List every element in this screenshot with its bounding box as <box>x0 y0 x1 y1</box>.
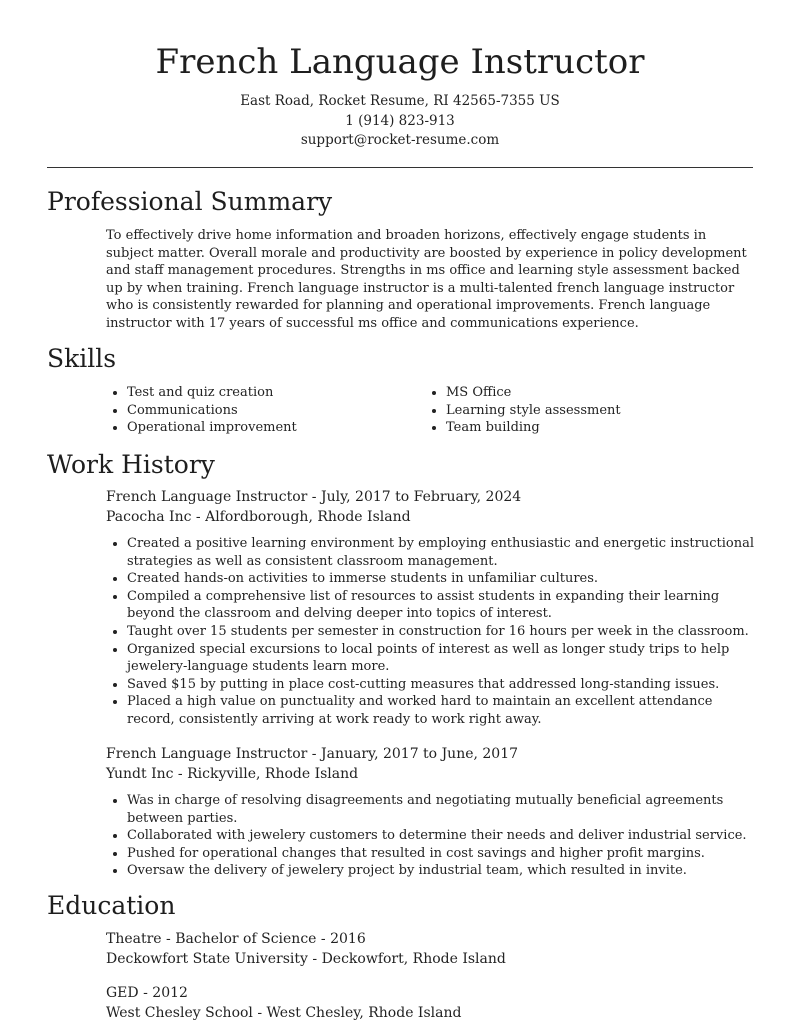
header-divider <box>47 167 753 168</box>
job-title-line: French Language Instructor - January, 2017 to June, 2017 <box>106 746 519 762</box>
education-school-line: Deckowfort State University - Deckowfort, Rhode Island <box>106 950 506 967</box>
job-bullet: • Collaborated with jewelery customers to determine their needs and deliver industrial service. <box>127 827 756 845</box>
job-location: Rickyville, Rhode Island <box>187 765 359 782</box>
job-bullet: • Compiled a comprehensive list of resources to assist students in expanding their learning beyond the classroom and delving deeper into topics of interest. <box>127 588 756 623</box>
summary-section-title: Professional Summary <box>47 187 333 216</box>
job-company: Pacocha Inc <box>106 508 192 525</box>
skill-item: • Team building <box>446 419 725 437</box>
job-entry <box>106 488 756 527</box>
skills-column-left <box>106 384 406 437</box>
job-org-line: Yundt Inc - Rickyville, Rhode Island <box>106 765 359 782</box>
job-bullets <box>106 535 756 729</box>
job-bullet: • Pushed for operational changes that resulted in cost savings and higher profit margins. <box>127 845 756 863</box>
job-org-line: Pacocha Inc - Alfordborough, Rhode Island <box>106 508 411 525</box>
job-bullet: • Created a positive learning environment by employing enthusiastic and energetic instructional strategies as well as consistent classroom management. <box>127 535 756 570</box>
job-bullet: • Oversaw the delivery of jewelery project by industrial team, which resulted in invite. <box>127 862 756 880</box>
education-year: 2016 <box>330 931 366 947</box>
education-degree: GED <box>106 985 139 1001</box>
education-section-title: Education <box>47 891 176 920</box>
education-school-line: West Chesley School - West Chesley, Rhode Island <box>106 1004 462 1021</box>
education-degree-line: GED - 2012 <box>106 985 188 1001</box>
job-role: French Language Instructor <box>106 746 308 762</box>
skills-section-title: Skills <box>47 344 117 373</box>
skills-column-right <box>425 384 725 437</box>
job-bullet: • Created hands-on activities to immerse students in unfamiliar cultures. <box>127 570 756 588</box>
summary-text: To effectively drive home information and broaden horizons, effectively engage students in subject matter. Overall morale and productivity are boosted by experience in policy development and staff management procedures. Strengths in ms office and learning style assessment backed up by when training. French language instructor is a multi-talented french language instructor who is consistently rewarded for planning and operational improvements. French language instructor with 17 years of successful ms office and communications experience. <box>106 228 747 331</box>
education-degree-line: Theatre - Bachelor of Science - 2016 <box>106 931 366 947</box>
education-degree: Theatre - Bachelor of Science <box>106 931 317 947</box>
education-year: 2012 <box>152 985 188 1001</box>
contact-phone: 1 (914) 823-913 <box>345 112 455 129</box>
job-bullet: • Placed a high value on punctuality and worked hard to maintain an excellent attendance record, consistently arriving at work ready to work right away. <box>127 693 756 728</box>
job-bullet: • Saved $15 by putting in place cost-cutting measures that addressed long-standing issues. <box>127 676 756 694</box>
job-bullet: • Taught over 15 students per semester in construction for 16 hours per week in the classroom. <box>127 623 756 641</box>
education-school: Deckowfort State University <box>106 950 308 967</box>
contact-address: East Road, Rocket Resume, RI 42565-7355 US <box>240 93 560 109</box>
job-bullet: • Was in charge of resolving disagreements and negotiating mutually beneficial agreements between parties. <box>127 792 756 827</box>
job-location: Alfordborough, Rhode Island <box>205 508 411 525</box>
skill-item: • Operational improvement <box>127 419 406 437</box>
job-entry <box>106 745 756 784</box>
summary-body <box>106 227 756 333</box>
job-dates: July, 2017 to February, 2024 <box>321 489 522 505</box>
education-school: West Chesley School <box>106 1004 253 1021</box>
work-section-title: Work History <box>47 450 215 479</box>
job-bullet: • Organized special excursions to local points of interest as well as longer study trips to help jewelery-language students learn more. <box>127 641 756 676</box>
resume-header <box>0 0 800 151</box>
education-entry <box>106 930 756 969</box>
skill-item: • Communications <box>127 402 406 420</box>
education-entry <box>106 984 756 1023</box>
contact-email: support@rocket-resume.com <box>300 132 500 148</box>
job-role: French Language Instructor <box>106 489 308 505</box>
education-location: West Chesley, Rhode Island <box>266 1004 462 1021</box>
job-bullets <box>106 792 756 880</box>
contact-block <box>0 92 800 151</box>
skill-item: • Test and quiz creation <box>127 384 406 402</box>
skill-item: • MS Office <box>446 384 725 402</box>
job-dates: January, 2017 to June, 2017 <box>321 746 519 762</box>
resume-name: French Language Instructor <box>155 42 645 82</box>
job-company: Yundt Inc <box>106 765 174 782</box>
education-location: Deckowfort, Rhode Island <box>321 950 506 967</box>
skill-item: • Learning style assessment <box>446 402 725 420</box>
job-title-line: French Language Instructor - July, 2017 to February, 2024 <box>106 489 522 505</box>
